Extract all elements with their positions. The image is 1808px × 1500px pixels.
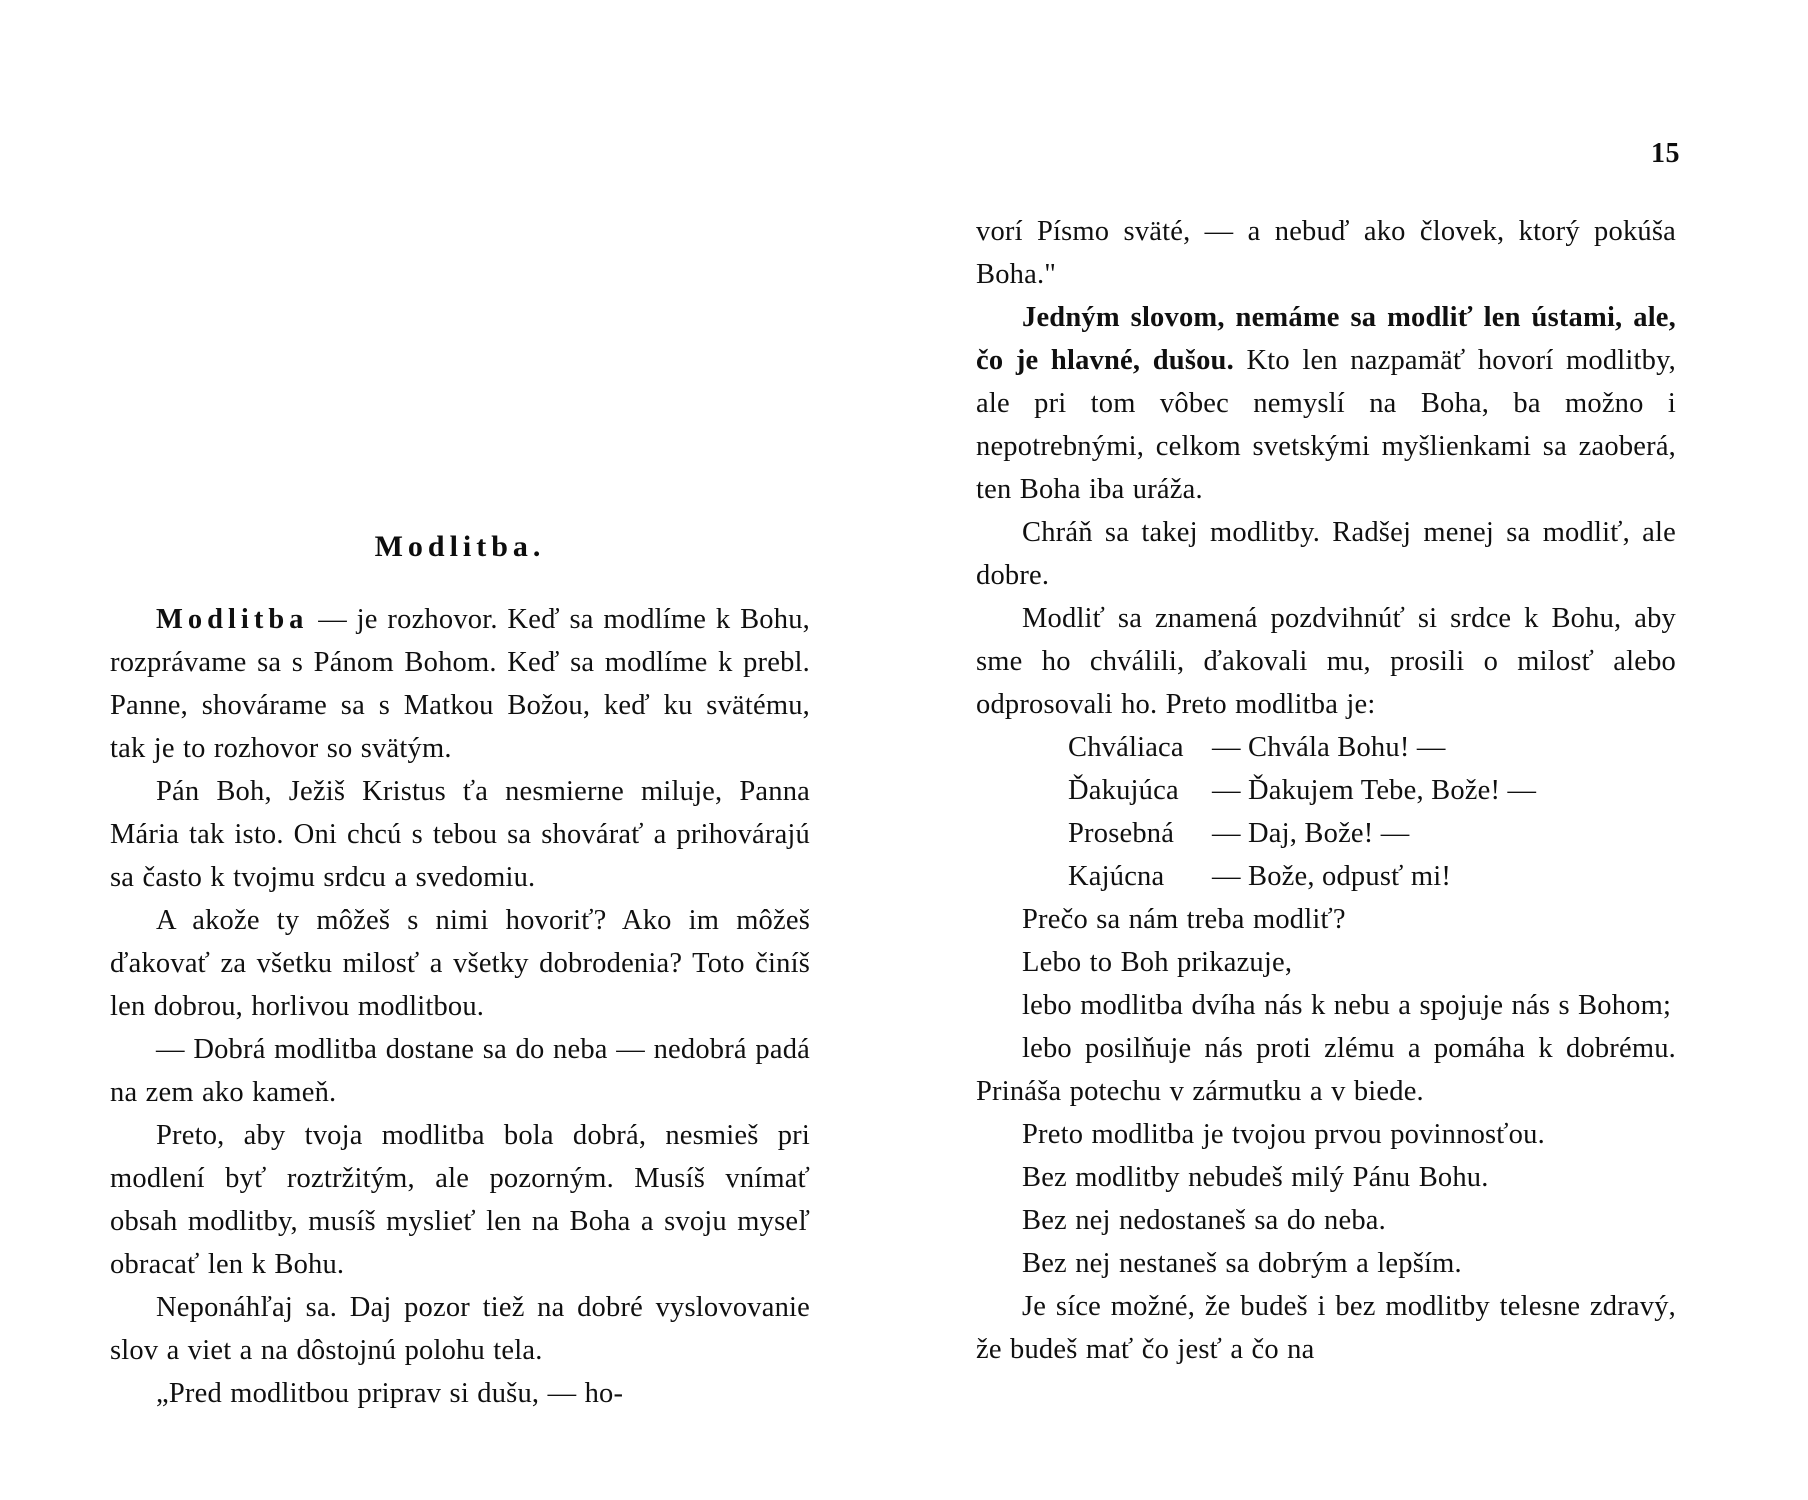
list-item-term: Ďakujúca	[1068, 775, 1179, 806]
paragraph: Bez modlitby nebudeš milý Pánu Bohu.	[1022, 1162, 1489, 1193]
paragraph-text: Kto len nazpamäť hovorí modlitby, ale pri tom vôbec nemyslí na Boha, ba možno i nepotrebnými, celkom svetskými myšlienkami sa zaoberá, ten Boha iba uráža.	[976, 345, 1676, 505]
paragraph: lebo posilňuje nás proti zlému a pomáha k dobrému. Prináša potechu v zármutku a v biede.	[976, 1033, 1676, 1107]
paragraph: Je síce možné, že budeš i bez modlitby telesne zdravý, že budeš mať čo jesť a čo na	[976, 1291, 1676, 1365]
paragraph: Neponáhľaj sa. Daj pozor tiež na dobré vyslovovanie slov a viet a na dôstojnú polohu tela.	[110, 1292, 810, 1366]
page-number: 15	[1651, 138, 1680, 169]
list-item-desc: — Bože, odpusť mi!	[1212, 861, 1452, 892]
paragraph: Bez nej nestaneš sa dobrým a lepším.	[1022, 1248, 1462, 1279]
list-item	[976, 726, 1676, 769]
paragraph: Modliť sa znamená pozdvihnúť si srdce k Bohu, aby sme ho chválili, ďakovali mu, prosili o milosť alebo odprosovali ho. Preto modlitba je:	[976, 603, 1676, 720]
paragraph: Pán Boh, Ježiš Kristus ťa nesmierne miluje, Panna Mária tak isto. Oni chcú s tebou sa shovárať a prihovárajú sa často k tvojmu srdcu a svedomiu.	[110, 776, 810, 893]
paragraph: Bez nej nedostaneš sa do neba.	[1022, 1205, 1386, 1236]
paragraph: Chráň sa takej modlitby. Radšej menej sa modliť, ale dobre.	[976, 517, 1676, 591]
list-item-desc: — Ďakujem Tebe, Bože! —	[1212, 775, 1537, 806]
paragraph-lead-word: Modlitba	[156, 604, 309, 635]
paragraph	[110, 598, 810, 770]
paragraph	[976, 296, 1676, 511]
paragraph: Lebo to Boh prikazuje,	[1022, 947, 1293, 978]
paragraph-text: — je rozhovor. Keď sa modlíme k Bohu, rozprávame sa s Pánom Bohom. Keď sa modlíme k prebl. Panne, shovárame sa s Matkou Božou, keď ku svätému, tak je to rozhovor so svätým.	[110, 604, 810, 764]
paragraph: A akože ty môžeš s nimi hovoriť? Ako im môžeš ďakovať za všetku milosť a všetky dobrodenia? Toto činíš len dobrou, horlivou modlitbou.	[110, 905, 810, 1022]
list-item	[976, 769, 1676, 812]
page-title: Modlitba.	[374, 530, 546, 563]
left-column	[110, 210, 810, 1415]
paragraph-continuation: vorí Písmo sväté, — a nebuď ako človek, ktorý pokúša Boha."	[976, 216, 1676, 290]
right-column	[976, 210, 1676, 1415]
list-item-desc: — Chvála Bohu! —	[1212, 732, 1446, 763]
paragraph: Preto, aby tvoja modlitba bola dobrá, nesmieš pri modlení byť roztržitým, ale pozorným. Musíš vnímať obsah modlitby, musíš myslieť len na Boha a svoju myseľ obracať len k Bohu.	[110, 1120, 810, 1280]
paragraph: lebo modlitba dvíha nás k nebu a spojuje nás s Bohom;	[1022, 990, 1672, 1021]
list-item-term: Kajúcna	[1068, 861, 1165, 892]
paragraph-bold-lead: Jedným slovom, nemáme sa modliť len ústami, ale, čo je hlavné, dušou.	[976, 302, 1676, 376]
list-item-term: Chváliaca	[1068, 732, 1184, 763]
list-item	[976, 812, 1676, 855]
paragraph: „Pred modlitbou priprav si dušu, — ho-	[156, 1378, 624, 1409]
paragraph: — Dobrá modlitba dostane sa do neba — nedobrá padá na zem ako kameň.	[110, 1034, 810, 1108]
question-line: Prečo sa nám treba modliť?	[1022, 904, 1346, 935]
paragraph: Preto modlitba je tvojou prvou povinnosťou.	[1022, 1119, 1545, 1150]
list-item-term: Prosebná	[1068, 818, 1175, 849]
two-column-body	[110, 210, 1700, 1415]
list-item-desc: — Daj, Bože! —	[1212, 818, 1410, 849]
list-item	[976, 855, 1676, 898]
